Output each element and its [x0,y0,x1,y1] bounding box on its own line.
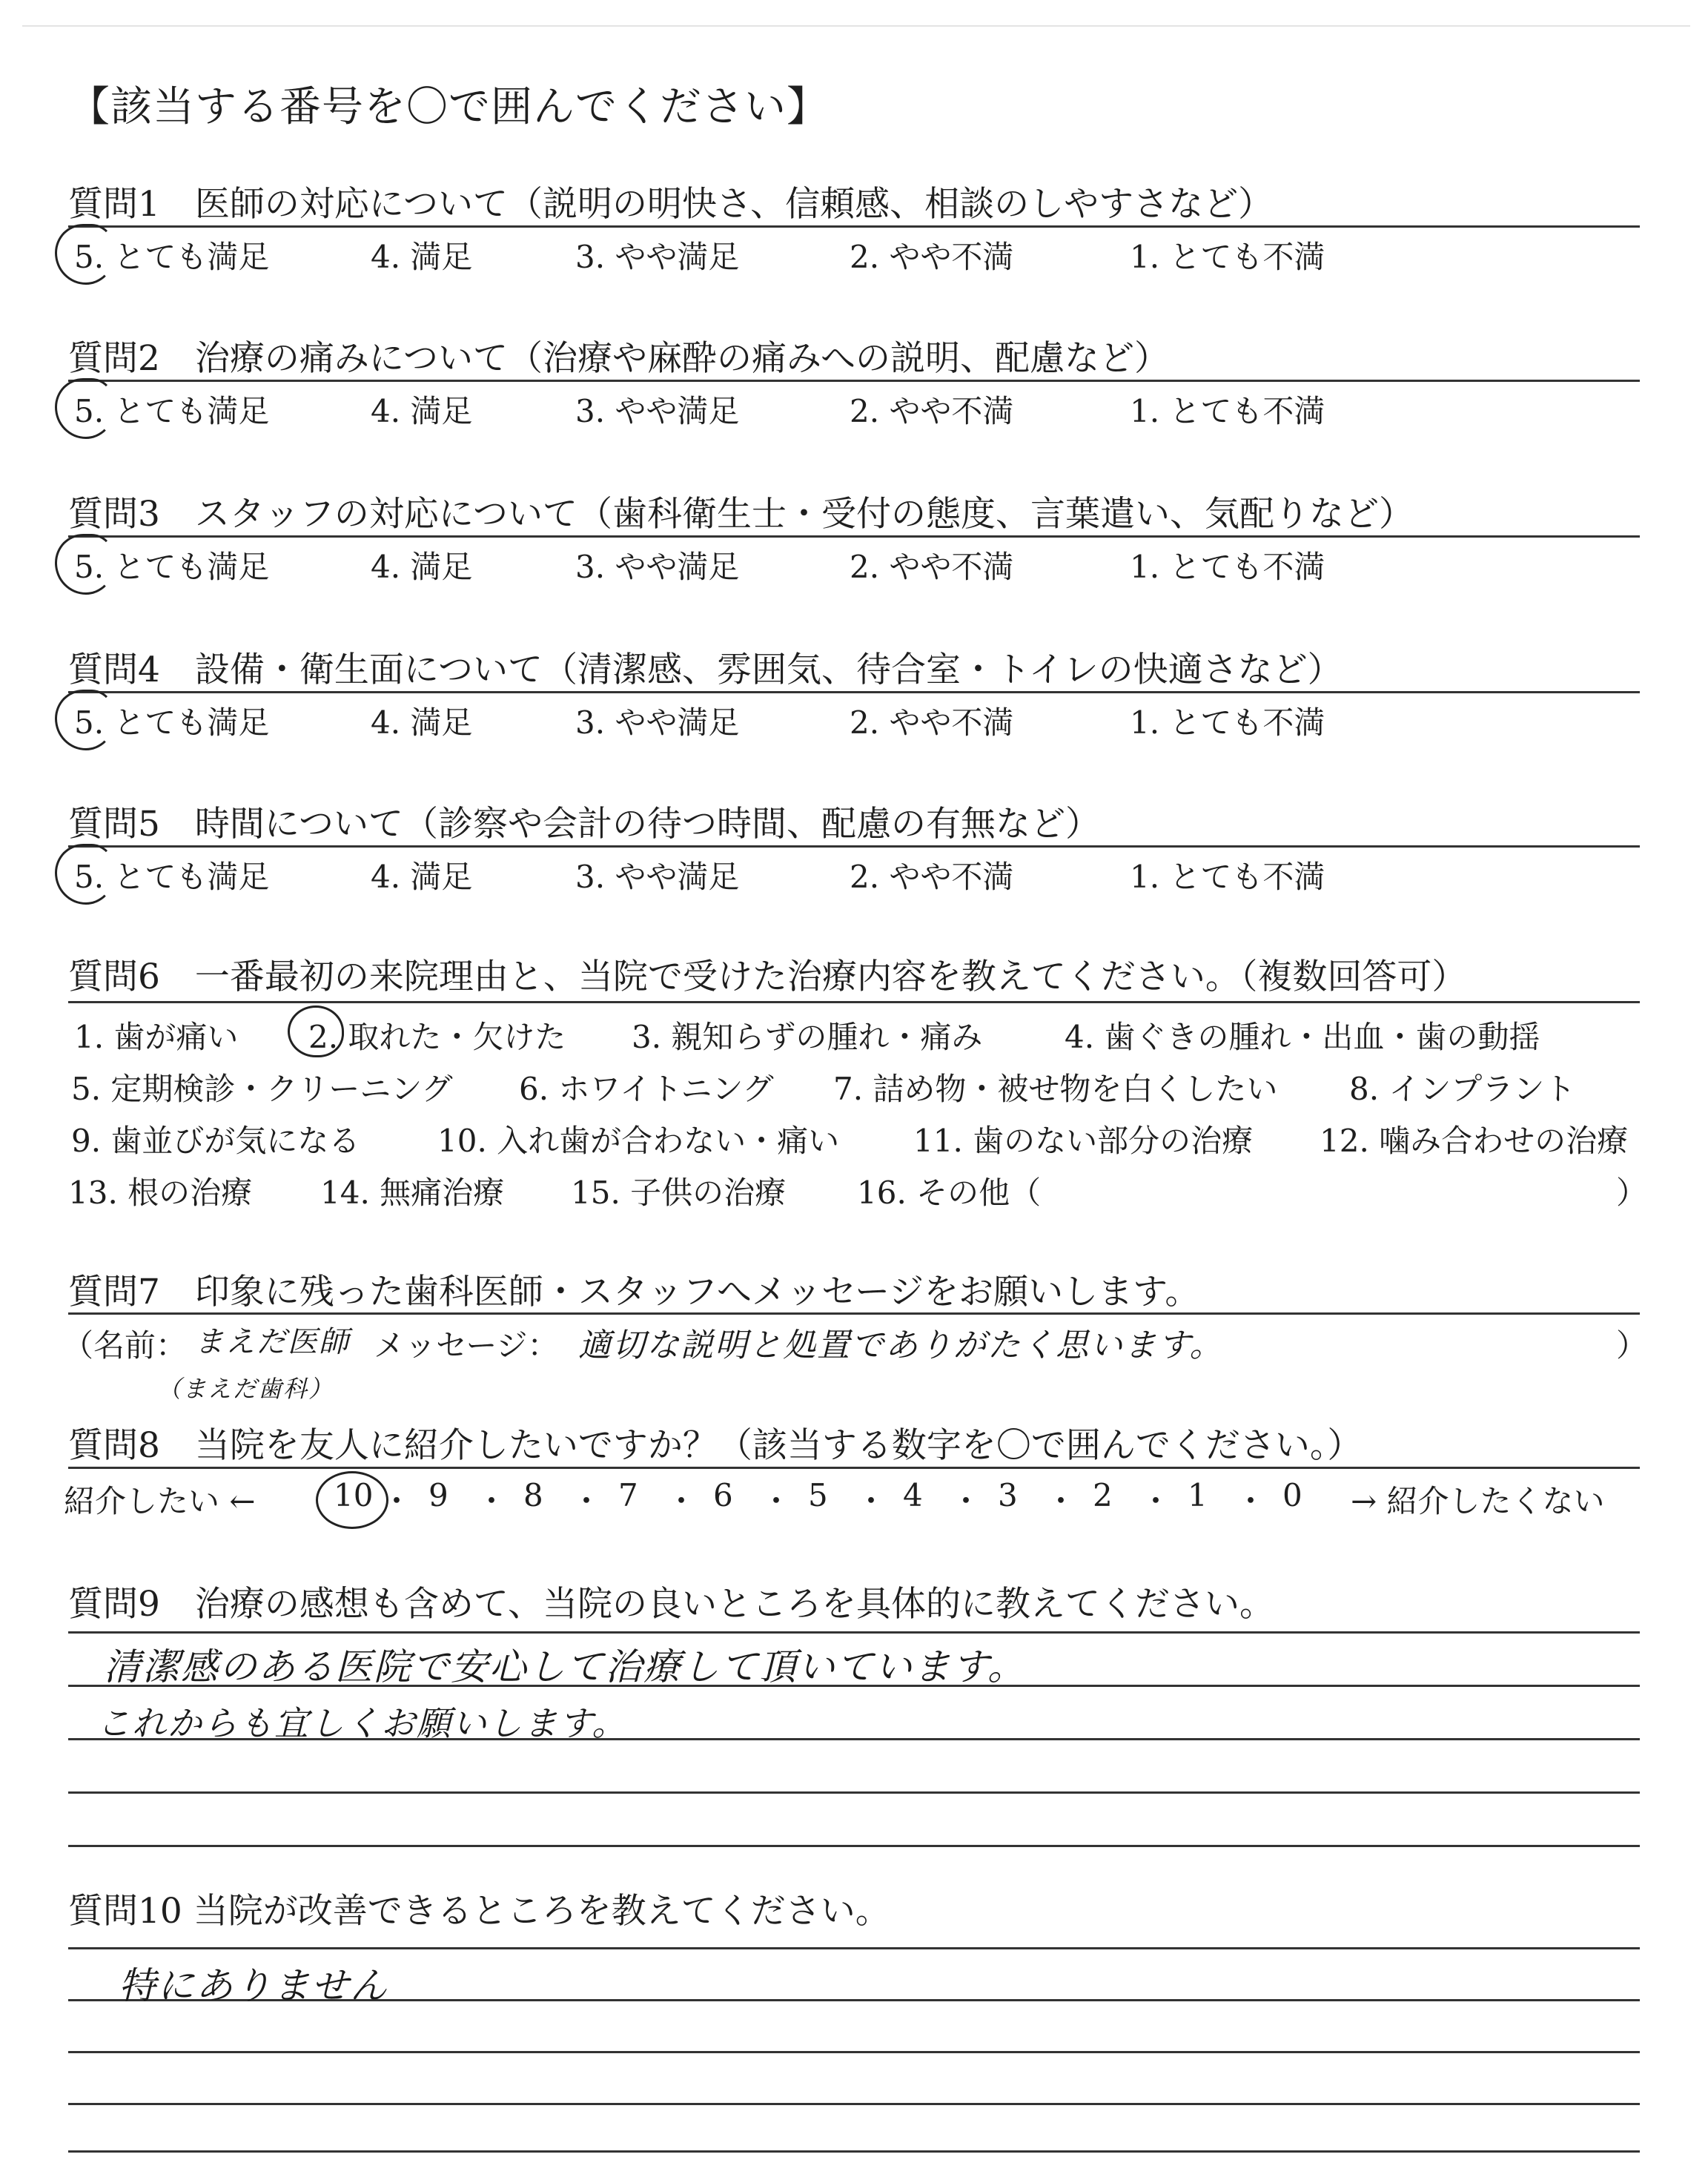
q7-close-paren: ） [1616,1327,1648,1364]
q7-rule [68,1312,1640,1315]
q6-option-16[interactable]: 16. その他（ [857,1175,1042,1211]
q3-option-5[interactable]: 5. とても満足 [74,549,270,585]
q3-rule [68,535,1640,538]
q5-option-4[interactable]: 4. 満足 [371,859,473,895]
q2-option-2[interactable]: 2. やや不満 [850,393,1014,429]
q8-scale-3[interactable]: 3 [998,1477,1018,1513]
q1-option-1[interactable]: 1. とても不満 [1130,239,1325,275]
q6-option-14[interactable]: 14. 無痛治療 [320,1175,505,1211]
q6-option-7[interactable]: 7. 詰め物・被せ物を白くしたい [833,1071,1278,1107]
q9-answer-line-1[interactable]: 清潔感のある医院で安心して治療して頂いています。 [104,1645,1026,1688]
q7-title: 質問7 印象に残った歯科医師・スタッフへメッセージをお願いします。 [68,1272,1200,1312]
page-heading: 【該当する番号を〇で囲んでください】 [68,83,829,131]
q9-rule-5 [68,1845,1640,1847]
q10-title: 質問10 当院が改善できるところを教えてください。 [68,1891,890,1932]
q8-scale-separator: ・ [571,1483,603,1519]
q10-rule-4 [68,2103,1640,2105]
q1-option-3[interactable]: 3. やや満足 [575,239,740,275]
q2-option-1[interactable]: 1. とても不満 [1130,393,1325,429]
q4-option-4[interactable]: 4. 満足 [371,704,473,741]
q6-option-13[interactable]: 13. 根の治療 [68,1175,253,1211]
scan-edge-line [22,25,1690,27]
q8-scale-separator: ・ [1235,1483,1267,1519]
q8-scale-1[interactable]: 1 [1188,1477,1208,1513]
q10-answer-line-1[interactable]: 特にありません [119,1964,388,2007]
q6-option-12[interactable]: 12. 噛み合わせの治療 [1320,1123,1629,1159]
q7-message-handwritten[interactable]: 適切な説明と処置でありがたく思います。 [578,1327,1224,1364]
q6-option-9[interactable]: 9. 歯並びが気になる [71,1123,360,1159]
q1-option-5[interactable]: 5. とても満足 [74,239,270,275]
q1-option-4[interactable]: 4. 満足 [371,239,473,275]
q6-option-2[interactable]: 2. 取れた・欠けた [308,1019,566,1055]
q6-option-8[interactable]: 8. インプラント [1349,1071,1576,1107]
q7-name-handwritten[interactable]: まえだ医師 [194,1325,350,1359]
q3-option-3[interactable]: 3. やや満足 [575,549,740,585]
q6-option-10[interactable]: 10. 入れ歯が合わない・痛い [437,1123,840,1159]
q8-scale-4[interactable]: 4 [903,1477,923,1513]
q6-option-1[interactable]: 1. 歯が痛い [74,1019,239,1055]
q2-rule [68,380,1640,382]
q6-option-17[interactable]: ） [1616,1175,1648,1211]
q8-scale-separator: ・ [1140,1483,1172,1519]
q6-rule [68,1001,1640,1003]
q8-scale-7[interactable]: 7 [618,1477,638,1513]
q5-selected-circle[interactable] [55,844,114,905]
q8-scale-6[interactable]: 6 [713,1477,733,1513]
q8-left-label: 紹介したい ← [64,1483,256,1519]
q5-option-5[interactable]: 5. とても満足 [74,859,270,895]
q5-option-1[interactable]: 1. とても不満 [1130,859,1325,895]
q8-selected-circle[interactable] [316,1471,388,1529]
q3-title: 質問3 スタッフの対応について（歯科衛生士・受付の態度、言葉遣い、気配りなど） [68,494,1414,535]
q6-option-15[interactable]: 15. 子供の治療 [571,1175,787,1211]
q10-rule-5 [68,2150,1640,2153]
q2-option-4[interactable]: 4. 満足 [371,393,473,429]
q3-selected-circle[interactable] [55,534,114,595]
q2-title: 質問2 治療の痛みについて（治療や麻酔の痛みへの説明、配慮など） [68,338,1170,379]
q3-option-1[interactable]: 1. とても不満 [1130,549,1325,585]
q6-option-3[interactable]: 3. 親知らずの腫れ・痛み [632,1019,983,1055]
q1-rule [68,225,1640,228]
q4-option-1[interactable]: 1. とても不満 [1130,704,1325,741]
q8-title: 質問8 当院を友人に紹介したいですか？（該当する数字を〇で囲んでください。） [68,1425,1363,1466]
q9-rule-1 [68,1631,1640,1634]
q6-title: 質問6 一番最初の来院理由と、当院で受けた治療内容を教えてください。（複数回答可） [68,957,1467,997]
q8-scale-0[interactable]: 0 [1282,1477,1302,1513]
q6-selected-circle[interactable] [288,1005,344,1057]
q8-scale-10[interactable]: 10 [334,1477,374,1513]
q6-option-5[interactable]: 5. 定期検診・クリーニング [71,1071,453,1107]
q6-option-6[interactable]: 6. ホワイトニング [519,1071,774,1107]
q8-scale-separator: ・ [1045,1483,1077,1519]
q1-selected-circle[interactable] [55,224,114,285]
q10-rule-1 [68,1947,1640,1949]
q9-answer-line-2[interactable]: これからも宜しくお願いします。 [96,1703,628,1743]
q5-option-3[interactable]: 3. やや満足 [575,859,740,895]
q2-option-5[interactable]: 5. とても満足 [74,393,270,429]
q5-option-2[interactable]: 2. やや不満 [850,859,1014,895]
q8-rule [68,1467,1640,1469]
q7-name-handwritten-2: （まえだ歯科） [157,1375,334,1403]
q6-option-11[interactable]: 11. 歯のない部分の治療 [913,1123,1254,1159]
q8-scale-separator: ・ [761,1483,792,1519]
q4-option-5[interactable]: 5. とても満足 [74,704,270,741]
q4-rule [68,691,1640,693]
q3-option-2[interactable]: 2. やや不満 [850,549,1014,585]
q8-scale-separator: ・ [381,1483,413,1519]
q1-title: 質問1 医師の対応について（説明の明快さ、信頼感、相談のしやすさなど） [68,184,1274,225]
q8-scale-5[interactable]: 5 [808,1477,828,1513]
q8-scale-8[interactable]: 8 [523,1477,543,1513]
q8-right-label: → 紹介したくない [1351,1483,1605,1519]
q8-scale-separator: ・ [950,1483,982,1519]
q7-message-label: メッセージ： [374,1327,559,1364]
q4-option-2[interactable]: 2. やや不満 [850,704,1014,741]
q9-rule-4 [68,1791,1640,1794]
q5-rule [68,845,1640,848]
q10-rule-3 [68,2051,1640,2053]
q1-option-2[interactable]: 2. やや不満 [850,239,1014,275]
q4-title: 質問4 設備・衛生面について（清潔感、雰囲気、待合室・トイレの快適さなど） [68,650,1343,690]
q8-scale-9[interactable]: 9 [428,1477,448,1513]
q8-scale-2[interactable]: 2 [1093,1477,1113,1513]
q7-name-label: （名前： [62,1327,188,1364]
q3-option-4[interactable]: 4. 満足 [371,549,473,585]
q9-title: 質問9 治療の感想も含めて、当院の良いところを具体的に教えてください。 [68,1584,1274,1625]
q8-scale-separator: ・ [666,1483,698,1519]
q4-option-3[interactable]: 3. やや満足 [575,704,740,741]
q4-selected-circle[interactable] [55,690,114,750]
q5-title: 質問5 時間について（診察や会計の待つ時間、配慮の有無など） [68,804,1100,845]
q2-option-3[interactable]: 3. やや満足 [575,393,740,429]
q6-option-4[interactable]: 4. 歯ぐきの腫れ・出血・歯の動揺 [1065,1019,1540,1055]
q2-selected-circle[interactable] [55,378,114,439]
q8-scale-separator: ・ [476,1483,508,1519]
q8-scale-separator: ・ [855,1483,887,1519]
